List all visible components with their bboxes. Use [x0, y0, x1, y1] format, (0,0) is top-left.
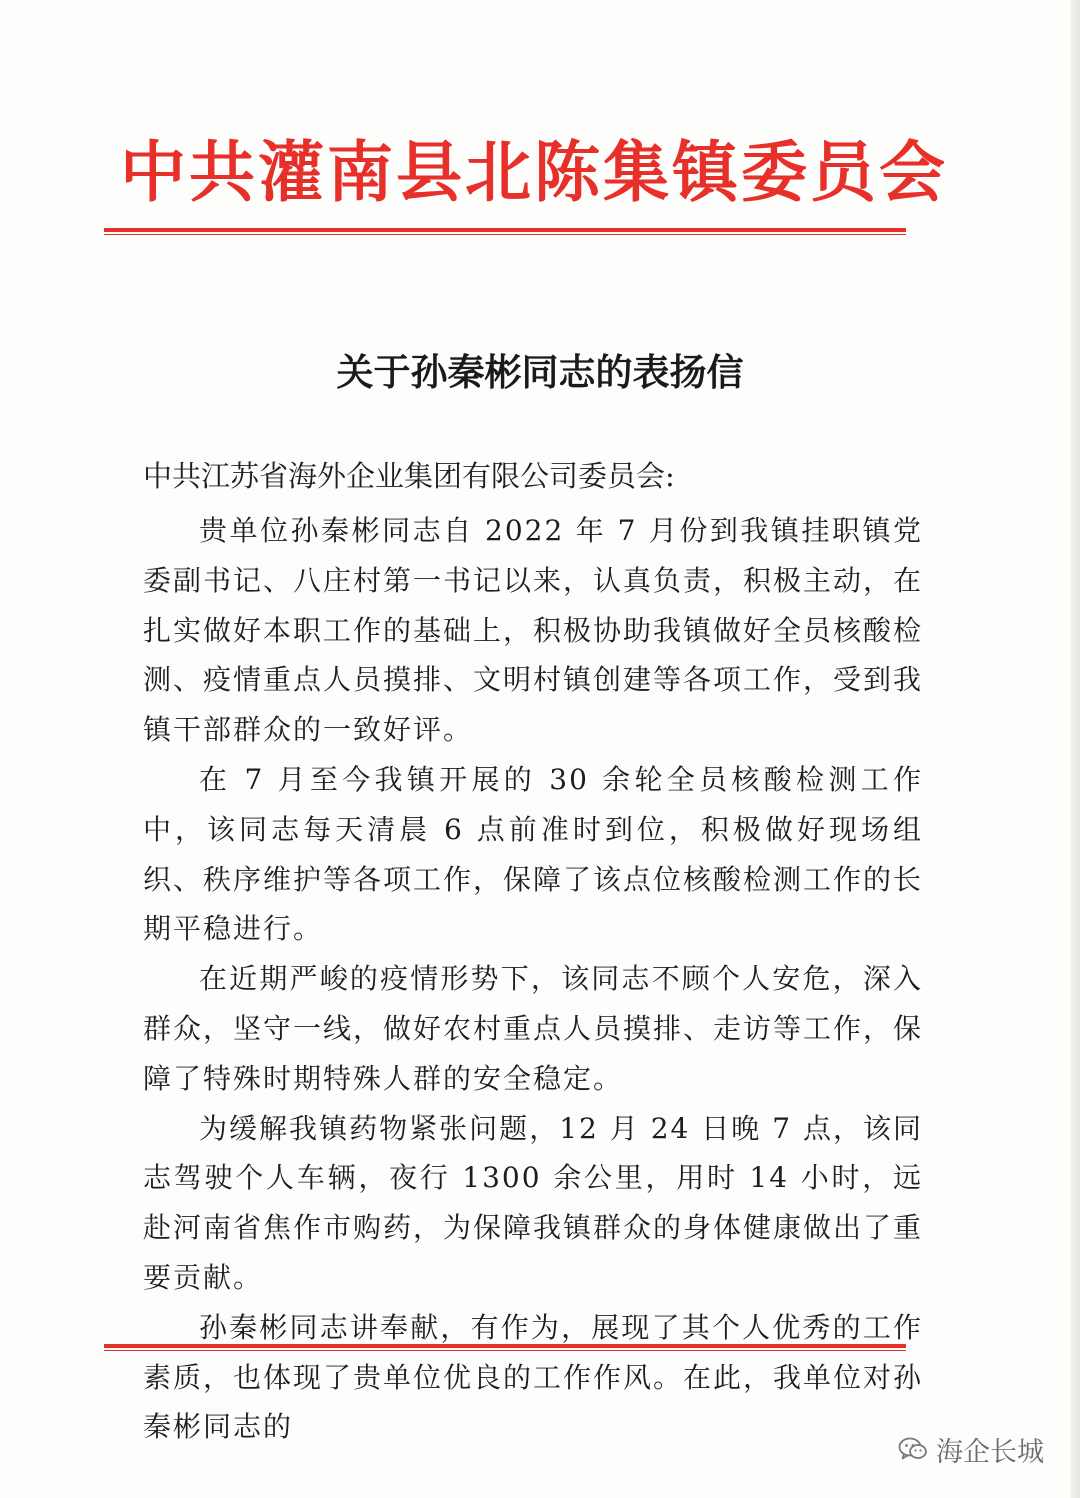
salutation: 中共江苏省海外企业集团有限公司委员会:	[143, 459, 675, 493]
paragraph-1: 贵单位孙秦彬同志自 2022 年 7 月份到我镇挂职镇党委副书记、八庄村第一书记以来，认真负责，积极主动，在扎实做好本职工作的基础上，积极协助我镇做好全员核酸检测、疫情重点人员摸排、文明村镇创建等各项工作，受到我镇干部群众的一致好评。	[143, 514, 924, 747]
letter-body	[143, 506, 923, 1452]
letterhead-title: 中共灌南县北陈集镇委员会	[120, 134, 948, 211]
watermark	[898, 1428, 1044, 1470]
paragraph-3: 在近期严峻的疫情形势下，该同志不顾个人安危，深入群众，坚守一线，做好农村重点人员摸排、走访等工作，保障了特殊时期特殊人群的安全稳定。	[143, 962, 924, 1095]
watermark-text: 海企长城	[936, 1436, 1044, 1468]
paragraph-4: 为缓解我镇药物紧张问题，12 月 24 日晚 7 点，该同志驾驶个人车辆，夜行 1300 余公里，用时 14 小时，远赴河南省焦作市购药，为保障我镇群众的身体健康做出了重要贡献。	[143, 1111, 924, 1294]
footer-rule	[104, 1344, 906, 1352]
wechat-icon	[898, 1436, 928, 1462]
paragraph-5: 孙秦彬同志讲奉献，有作为，展现了其个人优秀的工作素质，也体现了贵单位优良的工作作风。在此，我单位对孙秦彬同志的	[143, 1310, 924, 1444]
letterhead-rule-top	[104, 228, 906, 236]
page-edge	[1070, 0, 1080, 1498]
paragraph-2: 在 7 月至今我镇开展的 30 余轮全员核酸检测工作中，该同志每天清晨 6 点前准时到位，积极做好现场组织、秩序维护等各项工作，保障了该点位核酸检测工作的长期平稳进行。	[143, 762, 924, 946]
letter-title: 关于孙秦彬同志的表扬信	[336, 350, 744, 394]
